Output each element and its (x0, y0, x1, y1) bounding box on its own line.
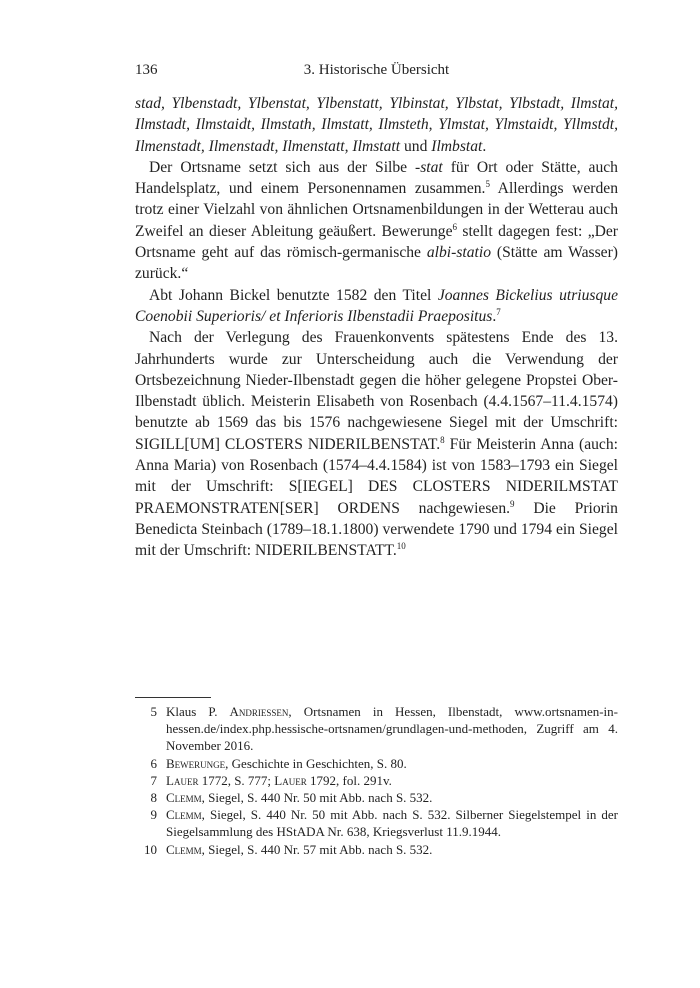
footnote-5 (135, 703, 618, 755)
footnote-ref-10[interactable]: 10 (396, 541, 406, 552)
text-run: 1792, fol. 291v. (306, 772, 392, 788)
name-variants-list: stad, Ylbenstadt, Ylbenstat, Ylbenstatt, Ylbinstat, Ylbstat, Ylbstadt, Ilmstat, Ilmstadt, Ilmstaidt, Ilmstath, Ilmstatt, Ilmsteth, Ylmstat, Ylmstaidt, Yllmstdt, Ilmenstadt, Ilmenstadt, Ilmenstatt, Ilmstatt (135, 95, 618, 155)
footnote-ref-8[interactable]: 8 (440, 434, 445, 445)
footnote-ref-7[interactable]: 7 (496, 306, 501, 317)
text-run: Für Meisterin Anna (auch: Anna Maria) von Rosenbach (1574–4.4.1584) ist von 1583–1793 ein Siegel mit der Umschrift: S[IEGEL] DES CLOSTERS NIDERILMSTAT PRAEMONSTRATEN[SER] ORDENS nachgewiesen. (135, 435, 618, 517)
text-run: Nach der Verlegung des Frauenkonvents spätestens Ende des 13. Jahrhunderts wurde zur Unterscheidung auch die Verwendung der Ortsbezeichnung Nieder-Ilbenstadt gegen die höher gelegene Propstei Ober-Ilbenstadt üblich. Meisterin Elisabeth von Rosenbach (4.4.1567–11.4.1574) benutzte ab 1569 das bis 1576 nachgewiesene Siegel mit der Umschrift: SIGILL[UM] CLOSTERS NIDERILBENSTAT. (135, 329, 618, 453)
footnote-text (166, 703, 618, 755)
text-run: , Siegel, S. 440 Nr. 57 mit Abb. nach S. 532. (201, 841, 433, 857)
footnote-number: 6 (150, 755, 157, 771)
author-name: Andriessen (229, 704, 289, 719)
author-name: Lauer (274, 772, 307, 788)
paragraph-etymology (135, 157, 618, 285)
text-run: (Stätte am Wasser) zurück.“ (135, 244, 618, 283)
footnote-number: 9 (150, 807, 157, 823)
author-name: Clemm (166, 841, 202, 857)
text-run: für Ort oder Stätte, auch Handelsplatz, und einem Personennamen zusammen. (135, 158, 618, 198)
conjunction: und (400, 137, 432, 155)
page-number: 136 (135, 62, 158, 78)
text-run: stellt dagegen fest: „Der Ortsname geht auf das römisch-germanische (135, 222, 618, 262)
author-name: Bewerunge (166, 755, 226, 771)
author-name: Clemm (166, 790, 202, 806)
text-run: 1772, S. 777; (198, 772, 275, 788)
page-header (135, 62, 618, 84)
footnote-8 (135, 789, 618, 806)
paragraph-seals (135, 327, 618, 561)
running-title: 3. Historische Übersicht (303, 62, 450, 78)
paragraph-name-variants (135, 93, 618, 157)
footnote-text (166, 841, 618, 858)
footnote-number: 10 (144, 841, 157, 857)
last-variant: Ilmbstat (431, 137, 483, 155)
footnote-10 (135, 841, 618, 858)
footnote-text (166, 755, 618, 772)
author-name: Clemm (166, 807, 202, 823)
term-albi-statio: albi-statio (426, 244, 491, 262)
footnote-ref-6[interactable]: 6 (452, 221, 457, 232)
paragraph-bickel (135, 285, 618, 328)
footnote-number: 8 (150, 790, 157, 806)
text-run: . (492, 307, 497, 325)
footnote-text (166, 772, 618, 789)
text-run: Die Priorin Benedicta Steinbach (1789–18.1.1800) verwendete 1790 und 1794 ein Siegel mit der Umschrift: NIDERILBENSTATT. (135, 499, 618, 560)
footnote-text (166, 789, 618, 806)
footnote-ref-5[interactable]: 5 (485, 179, 490, 189)
footnote-ref-9[interactable]: 9 (510, 498, 515, 509)
footnote-7 (135, 772, 618, 789)
text-run: , Geschichte in Geschichten, S. 80. (225, 755, 407, 771)
footnotes (135, 703, 618, 858)
text-run: Allerdings werden trotz einer Vielzahl von ähnlichen Ortsnamenbildungen in der Wetterau auch Zweifel an dieser Ableitung geäußert. Bewerunge (135, 180, 618, 240)
term-stat: -stat (415, 158, 443, 176)
footnote-9 (135, 806, 618, 840)
footnote-rule (135, 697, 211, 698)
text-run: , Siegel, S. 440 Nr. 50 mit Abb. nach S. 532. (201, 790, 433, 806)
text-run: Klaus P. (166, 704, 230, 719)
footnote-6 (135, 755, 618, 772)
author-name: Lauer (166, 772, 199, 788)
footnote-number: 7 (150, 772, 157, 788)
text-run: , Ortsnamen in Hessen, Ilbenstadt, www.ortsnamen-in-hessen.de/index.php.hessische-ortsnamen/grundlagen-und-methoden, Zugriff am 4. November 2016. (166, 704, 618, 754)
text-run: Abt Johann Bickel benutzte 1582 den Titel (149, 286, 438, 304)
footnote-number: 5 (150, 704, 157, 719)
period: . (482, 137, 487, 155)
latin-title: Joannes Bickelius utriusque Coenobii Superioris/ et Inferioris Ilbenstadii Praepositus (135, 286, 618, 325)
text-run: , Siegel, S. 440 Nr. 50 mit Abb. nach S. 532. Silberner Siegelstempel in der Siegelsammlung des HStADA Nr. 638, Kriegsverlust 11.9.1944. (166, 807, 618, 840)
footnote-text (166, 806, 618, 840)
text-run: Der Ortsname setzt sich aus der Silbe (149, 158, 416, 176)
main-text (135, 93, 618, 562)
